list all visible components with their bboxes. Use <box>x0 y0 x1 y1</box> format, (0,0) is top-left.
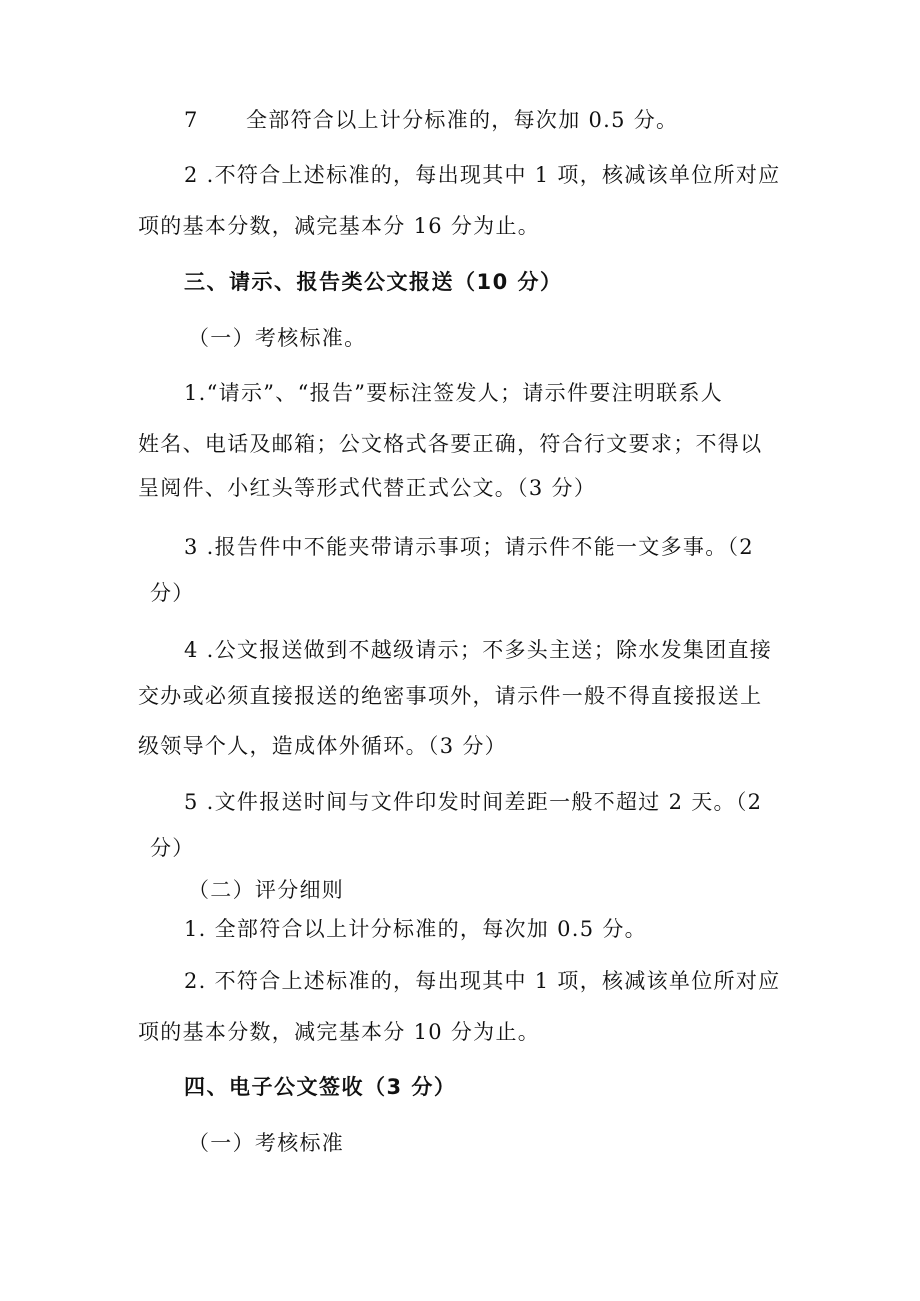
paragraph-3-line1: 3 .报告件中不能夹带请示事项；请示件不能一文多事。（2 <box>184 535 754 559</box>
subsection-heading-standards-2: （一）考核标准 <box>188 1131 345 1155</box>
paragraph-4-line3: 级领导个人，造成体外循环。（3 分） <box>138 734 507 758</box>
paragraph-1-line1: 1.“请示”、“报告”要标注签发人；请示件要注明联系人 <box>184 381 724 405</box>
paragraph-3-line2: 分） <box>150 581 195 605</box>
paragraph-score-deduct-line2: 项的基本分数，减完基本分 16 分为止。 <box>138 214 541 238</box>
rule-2-line2: 项的基本分数，减完基本分 10 分为止。 <box>138 1020 541 1044</box>
paragraph-5-line1: 5 .文件报送时间与文件印发时间差距一般不超过 2 天。（2 <box>184 790 763 814</box>
paragraph-score-add <box>184 105 678 135</box>
subsection-heading-rules: （二）评分细则 <box>188 878 345 902</box>
paragraph-1-line2: 姓名、电话及邮箱；公文格式各要正确，符合行文要求；不得以 <box>138 432 763 456</box>
rule-2-line1: 2. 不符合上述标准的，每出现其中 1 项，核减该单位所对应 <box>184 969 781 993</box>
paragraph-4-line2: 交办或必须直接报送的绝密事项外，请示件一般不得直接报送上 <box>138 684 763 708</box>
paragraph-1-line3: 呈阅件、小红头等形式代替正式公文。（3 分） <box>138 476 597 500</box>
paragraph-5-line2: 分） <box>150 836 195 860</box>
section-heading-3: 三、请示、报告类公文报送（10 分） <box>184 270 563 294</box>
item-text: 全部符合以上计分标准的，每次加 0.5 分。 <box>246 108 679 132</box>
section-heading-4: 四、电子公文签收（3 分） <box>184 1075 457 1099</box>
subsection-heading-standards: （一）考核标准。 <box>188 326 367 350</box>
rule-1: 1. 全部符合以上计分标准的，每次加 0.5 分。 <box>184 917 647 941</box>
paragraph-score-deduct-line1: 2 .不符合上述标准的，每出现其中 1 项，核减该单位所对应 <box>184 163 781 187</box>
paragraph-4-line1: 4 .公文报送做到不越级请示；不多头主送；除水发集团直接 <box>184 638 773 662</box>
item-number: 7 <box>184 108 199 132</box>
